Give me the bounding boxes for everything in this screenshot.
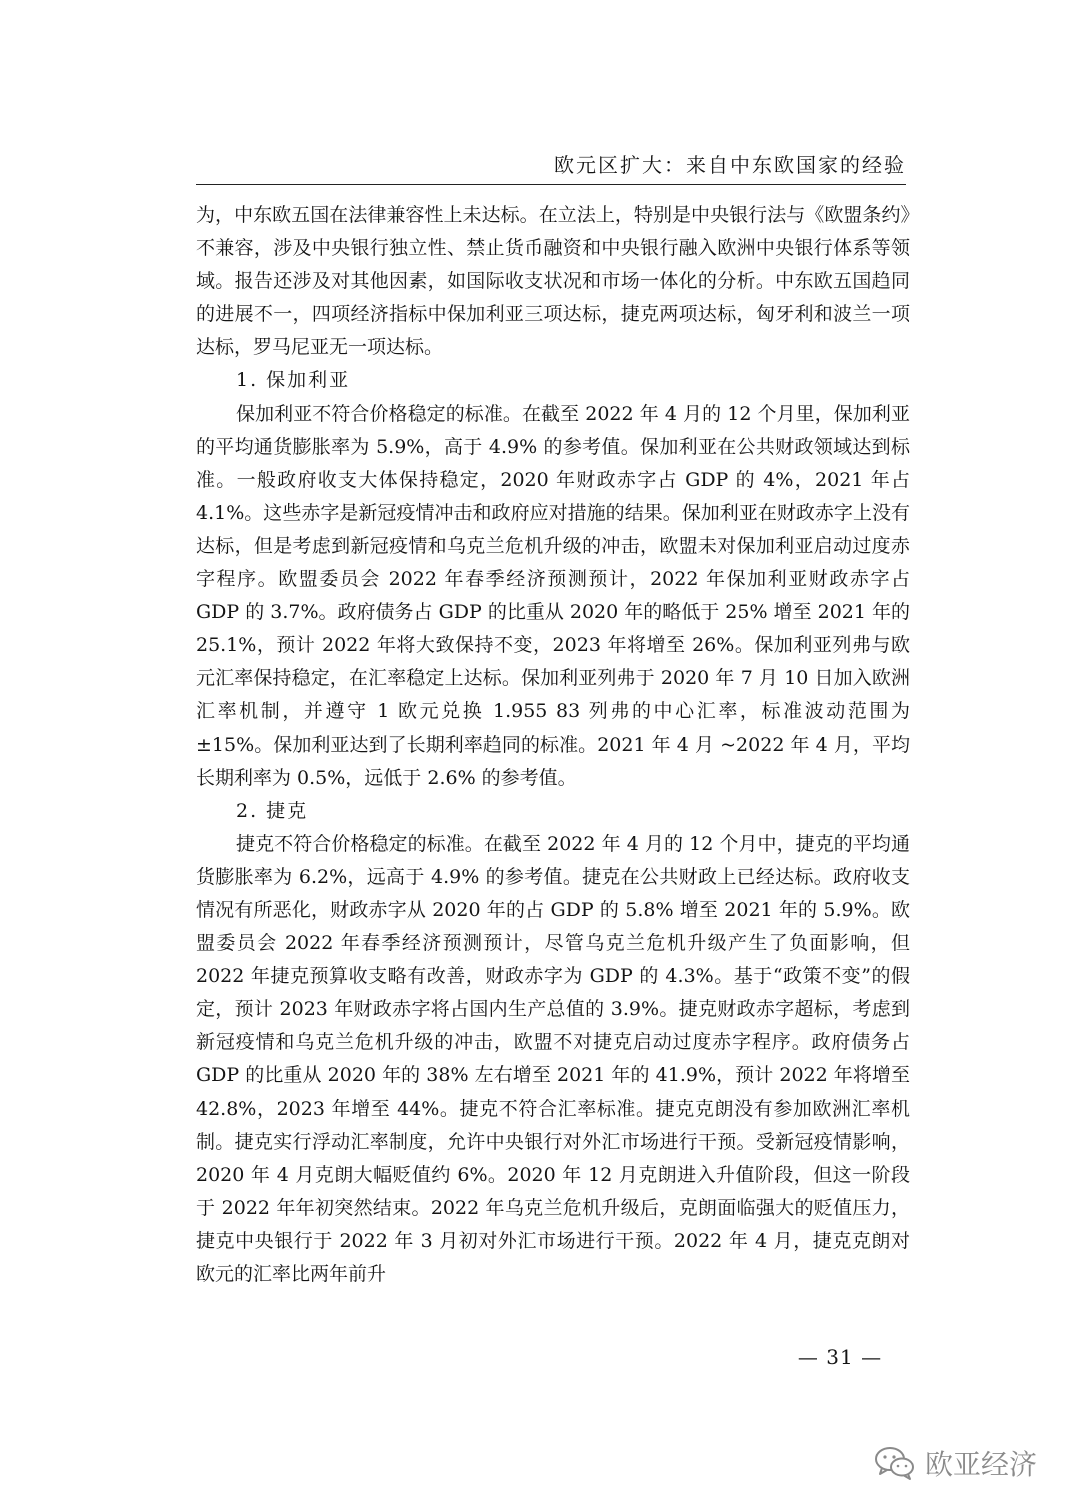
section-heading-czech: 2. 捷克 (236, 799, 309, 822)
wechat-icon (873, 1445, 917, 1481)
section-paragraph-bulgaria: 保加利亚不符合价格稳定的标准。在截至 2022 年 4 月的 12 个月里，保加利亚的平均通货膨胀率为 5.9%，高于 4.9% 的参考值。保加利亚在公共财政领域达到标准。一般政府收支大体保持稳定，2020 年财政赤字占 GDP 的 4%，2021 年占 4.1%。这些赤字是新冠疫情冲击和政府应对措施的结果。保加利亚在财政赤字上没有达标，但是考虑到新冠疫情和乌克兰危机升级的冲击，欧盟未对保加利亚启动过度赤字程序。欧盟委员会 2022 年春季经济预测预计，2022 年保加利亚财政赤字占 GDP 的 3.7%。政府债务占 GDP 的比重从 2020 年的略低于 25% 增至 2021 年的 25.1%，预计 2022 年将大致保持不变，2023 年将增至 26%。保加利亚列弗与欧元汇率保持稳定，在汇率稳定上达标。保加利亚列弗于 2020 年 7 月 10 日加入欧洲汇率机制，并遵守 1 欧元兑换 1.955 83 列弗的中心汇率，标准波动范围为 ±15%。保加利亚达到了长期利率趋同的标准。2021 年 4 月 ~2022 年 4 月，平均长期利率为 0.5%，远低于 2.6% 的参考值。 (196, 402, 910, 789)
intro-paragraph: 为，中东欧五国在法律兼容性上未达标。在立法上，特别是中央银行法与《欧盟条约》不兼容，涉及中央银行独立性、禁止货币融资和中央银行融入欧洲中央银行体系等领域。报告还涉及对其他因素，如国际收支状况和市场一体化的分析。中东欧五国趋同的进展不一，四项经济指标中保加利亚三项达标，捷克两项达标，匈牙利和波兰一项达标，罗马尼亚无一项达标。 (196, 204, 910, 359)
page-number: — 31 — (797, 1345, 883, 1369)
watermark-text: 欧亚经济 (924, 1448, 1037, 1481)
running-title: 欧元区扩大：来自中东欧国家的经验 (554, 153, 906, 177)
running-header (196, 150, 906, 185)
watermark (873, 1443, 1037, 1483)
section-heading-bulgaria: 1. 保加利亚 (236, 369, 351, 392)
section-paragraph-czech: 捷克不符合价格稳定的标准。在截至 2022 年 4 月的 12 个月中，捷克的平均通货膨胀率为 6.2%，远高于 4.9% 的参考值。捷克在公共财政上已经达标。政府收支情况有所恶化，财政赤字从 2020 年的占 GDP 的 5.8% 增至 2021 年的 5.9%。欧盟委员会 2022 年春季经济预测预计，尽管乌克兰危机升级产生了负面影响，但 2022 年捷克预算收支略有改善，财政赤字为 GDP 的 4.3%。基于“政策不变”的假定，预计 2023 年财政赤字将占国内生产总值的 3.9%。捷克财政赤字超标，考虑到新冠疫情和乌克兰危机升级的冲击，欧盟不对捷克启动过度赤字程序。政府债务占 GDP 的比重从 2020 年的 38% 左右增至 2021 年的 41.9%，预计 2022 年将增至 42.8%，2023 年增至 44%。捷克不符合汇率标准。捷克克朗没有参加欧洲汇率机制。捷克实行浮动汇率制度，允许中央银行对外汇市场进行干预。受新冠疫情影响，2020 年 4 月克朗大幅贬值约 6%。2020 年 12 月克朗进入升值阶段，但这一阶段于 2022 年年初突然结束。2022 年乌克兰危机升级后，克朗面临强大的贬值压力，捷克中央银行于 2022 年 3 月初对外汇市场进行干预。2022 年 4 月，捷克克朗对欧元的汇率比两年前升 (196, 832, 910, 1285)
body-text (196, 199, 910, 1291)
